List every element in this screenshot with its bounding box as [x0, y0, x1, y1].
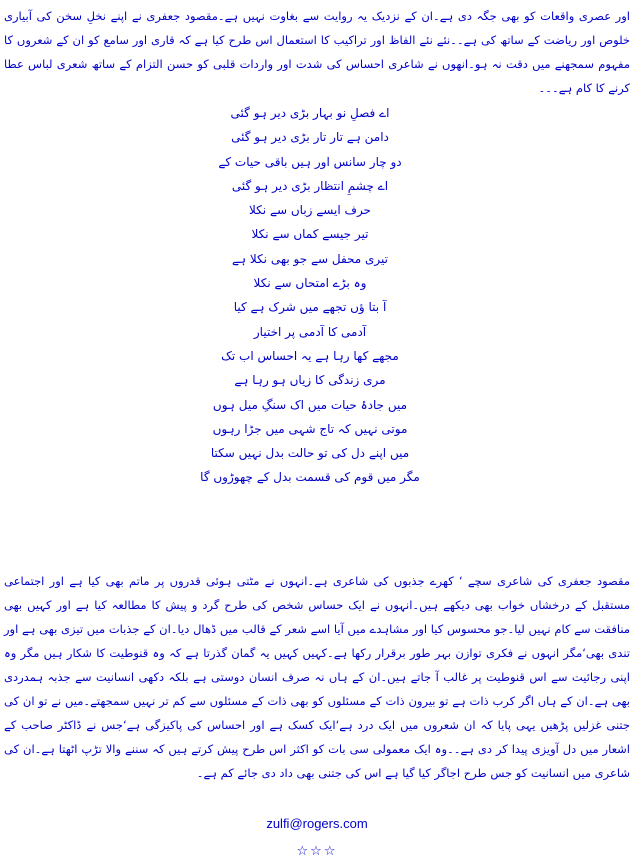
verse-line: حرف ایسے زباں سے نکلا: [249, 203, 371, 218]
verse-line: اے فصلِ نو بہار بڑی دیر ہو گئی: [230, 106, 390, 120]
verse-line: تیری محفل سے جو بھی نکلا ہے: [232, 251, 388, 266]
verse-line: دامن ہے تار تار بڑی دیر ہو گئی: [231, 130, 389, 145]
verse-line: مجھے کھا رہا ہے یہ احساس اب تک: [221, 348, 399, 363]
verse-line: موتی نہیں کہ تاج شہی میں جڑا رہوں: [212, 421, 408, 436]
intro-paragraph: اور عصری واقعات کو بھی جگہ دی ہے۔ان کے نزدیک یہ روایت سے بغاوت نہیں ہے۔مقصود جعفری نے اپنے نخلِ سخن کی آبیاری خلوص اور ریاضت کے ساتھ کی ہے۔۔نئے نئے الفاظ اور تراکیب کا استعمال اس طرح کیا ہے کہ قاری اور سامع کو ان کے شعروں کا مفہوم سمجھنے میں دقت نہ ہو۔انھوں نے شاعری احساس کی شدت اور واردات قلبی کو حسن التزام کے ساتھ شعری لباس عطا کرنے کا کام ہے۔۔۔: [4, 9, 630, 95]
verse-line: میں اپنے دل کی تو حالت بدل نہیں سکتا: [210, 446, 410, 461]
verse-line: آدمی کا آدمی پر اختیار: [253, 324, 367, 339]
verse-line: اے چشمِ انتظار بڑی دیر ہو گئی: [231, 178, 389, 193]
verse-line: مری زندگی کا زیاں ہو رہا ہے: [234, 373, 386, 388]
poem-verses: [120, 101, 500, 490]
verse-line: تیر جیسے کماں سے نکلا: [251, 227, 369, 242]
verse-line: مگر میں قوم کی قسمت بدل کے چھوڑوں گا: [200, 470, 420, 485]
verse-line: آ بتا ؤں تجھے میں شرک ہے کیا: [233, 300, 387, 315]
verse-line: دو چار سانس اور ہیں باقی حیات کے: [218, 154, 402, 169]
end-stars: ☆☆☆: [296, 844, 338, 859]
conclusion-paragraph: مقصود جعفری کی شاعری سچے ‘ کھرے جذبوں کی شاعری ہے۔انہوں نے مٹتی ہوئی قدروں پر ماتم بھی کیا ہے اور اجتماعی مستقبل کے درخشاں خواب بھی دیکھے ہیں۔انہوں نے ایک حساس شخص کی طرح گرد و پیش کا مطالعہ کیا ہے اور کہیں بھی منافقت سے کام نہیں لیا۔جو محسوس کیا اور مشاہدے میں آیا اسے شعر کے قالب میں ڈھال دیا۔ان کے جذبات میں تیزی بھی ہے اور تندی بھی‘مگر انہوں نے فکری توازن بہر طور برقرار رکھا ہے۔کہیں کہیں یہ گمان گذرتا ہے کہ وہ قنوطیت کا شکار ہیں مگر وہ اپنی رجائیت سے اس قنوطیت پر غالب آ جاتے ہیں۔ان کے ہاں نہ صرف انسان دوستی ہے بلکہ دکھی انسانیت سے جذبہ ہمدردی بھی ہے۔ان کے ہاں اگر کرب ذات ہے تو بیرون ذات کے مسئلوں کو بھی ذات کے مسئلوں سے کم تر نہیں سمجھتے۔میں نے تو ان کی جتنی غزلیں پڑھیں یہی پایا کہ ان شعروں میں ایک درد ہے‘ایک کسک ہے اور احساس کی پاکیزگی ہے‘جس نے ڈاکٹر صاحب کے اشعار میں دل آویزی پیدا کر دی ہے۔۔وہ ایک معمولی سی بات کو اکثر اس طرح پیش کرتے ہیں کہ سننے والا تڑپ اٹھتا ہے۔ان کی شاعری میں انسانیت کو جس طرح اجاگر کیا گیا ہے اس کی جتنی بھی داد دی جائے کم ہے۔: [4, 574, 630, 780]
verse-line: میں جادۂ حیات میں اک سنگِ میل ہوں: [212, 397, 408, 412]
verse-line: وہ بڑے امتحاں سے نکلا: [253, 276, 367, 291]
author-email[interactable]: zulfi@rogers.com: [266, 816, 368, 831]
